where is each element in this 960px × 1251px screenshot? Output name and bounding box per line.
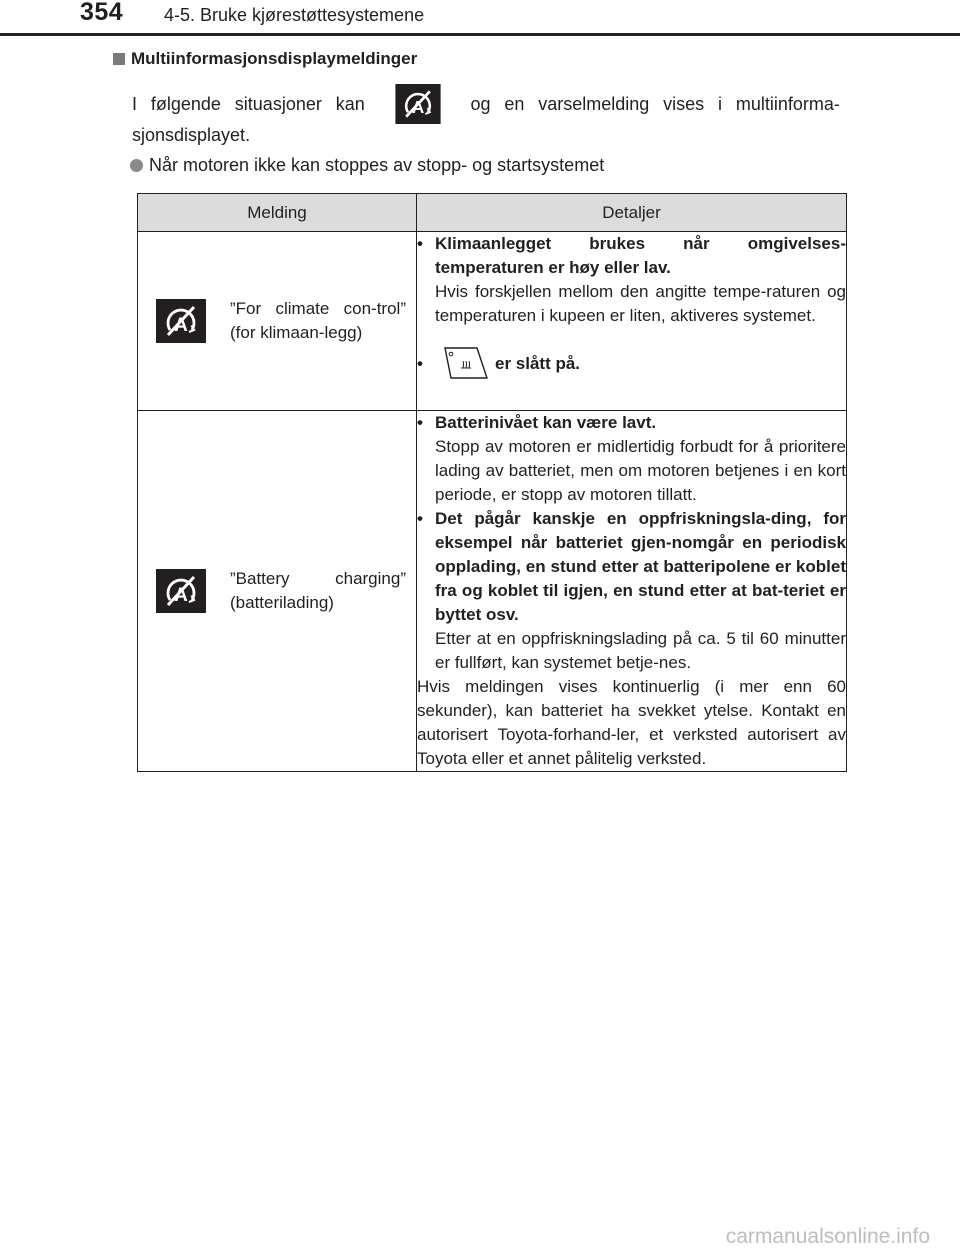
column-header-message: Melding — [138, 194, 417, 232]
intro-paragraph — [132, 88, 840, 150]
message-table — [137, 193, 847, 772]
intro-word: I — [132, 94, 138, 114]
message-cell — [138, 232, 417, 411]
details-cell — [417, 232, 847, 411]
detail-heading: Klimaanlegget brukes når omgivelses-temperaturen er høy eller lav. — [435, 234, 846, 277]
table-header-row — [138, 194, 847, 232]
detail-text: Etter at en oppfriskningslading på ca. 5 til 60 minutter er fullført, kan systemet betje-nes. — [435, 629, 846, 672]
message-cell — [138, 411, 417, 772]
sub-heading-text: Når motoren ikke kan stoppes av stopp- og startsystemet — [149, 155, 605, 175]
bullet: • — [417, 354, 423, 373]
intro-word: og — [470, 94, 491, 114]
stop-start-cancel-icon — [156, 299, 206, 343]
stop-start-cancel-icon — [156, 569, 206, 613]
detail-item — [417, 232, 846, 328]
section-heading — [113, 49, 417, 69]
intro-word: en — [504, 94, 525, 114]
intro-word: situasjoner — [234, 94, 322, 114]
page-header — [0, 0, 960, 34]
intro-line — [132, 88, 840, 120]
circle-bullet-icon — [130, 159, 143, 172]
detail-item — [417, 411, 846, 507]
detail-note: Hvis meldingen vises kontinuerlig (i mer enn 60 sekunder), kan batteriet ha svekket ytelse. Kontakt en autorisert Toyota-forhand-ler, et verksted autorisert av Toyota eller et annet pålitelig verksted. — [417, 677, 846, 768]
bullet: • — [417, 234, 423, 253]
details-cell — [417, 411, 847, 772]
detail-item — [417, 344, 846, 384]
page-number: 354 — [80, 0, 124, 26]
column-header-details: Detaljer — [417, 194, 847, 232]
detail-heading: Batterinivået kan være lavt. — [435, 413, 657, 432]
detail-item — [417, 507, 846, 675]
stop-start-cancel-icon — [389, 84, 447, 124]
header-rule — [0, 33, 960, 36]
bullet: • — [417, 413, 423, 432]
intro-word: følgende — [150, 94, 221, 114]
square-bullet-icon — [113, 53, 125, 65]
chapter-title: 4-5. Bruke kjørestøttesystemene — [164, 5, 425, 25]
detail-text: Stopp av motoren er midlertidig forbudt for å prioritere lading av batteriet, men om motoren betjenes i en kort periode, er stopp av motoren tillatt. — [435, 437, 846, 504]
bullet: • — [417, 509, 423, 528]
message-text: ”For climate con-trol” (for klimaan-legg) — [230, 299, 406, 342]
intro-word: kan — [335, 94, 365, 114]
table-row — [138, 232, 847, 411]
intro-word: i — [718, 94, 723, 114]
sub-heading — [130, 155, 604, 176]
intro-word: varselmelding — [538, 94, 650, 114]
intro-word: multiinforma- — [735, 94, 840, 114]
message-text: ”Battery charging” (batterilading) — [230, 569, 406, 612]
table-row — [138, 411, 847, 772]
watermark: carmanualsonline.info — [725, 1225, 930, 1248]
intro-line-2: sjonsdisplayet. — [132, 125, 251, 145]
detail-heading: er slått på. — [495, 354, 581, 373]
detail-heading: Det pågår kanskje en oppfriskningsla-ding, for eksempel når batteriet gjen-nomgår en periodisk opplading, en stund etter at batteripolene er koblet fra og koblet til igjen, en stund etter at bat-teriet er byttet osv. — [435, 509, 846, 624]
section-title: Multiinformasjonsdisplaymeldinger — [131, 49, 418, 68]
detail-text: Hvis forskjellen mellom den angitte tempe-raturen og temperaturen i kupeen er liten, aktiveres systemet. — [435, 282, 846, 325]
windshield-defroster-icon — [439, 344, 491, 384]
intro-word: vises — [663, 94, 705, 114]
